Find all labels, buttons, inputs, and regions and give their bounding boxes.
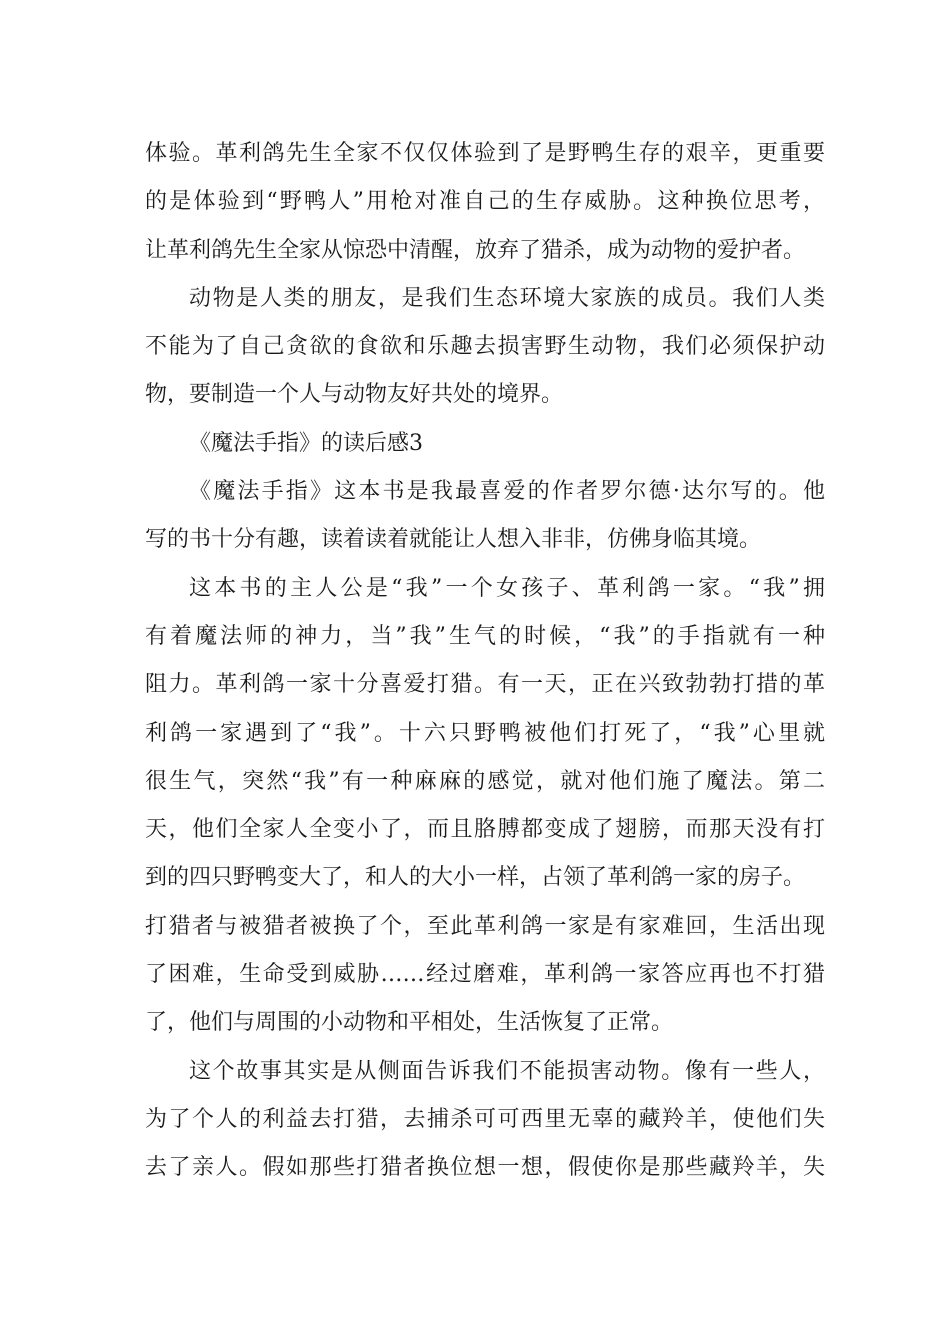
text-line: 写的书十分有趣，读着读着就能让人想入非非，仿佛身临其境。 <box>145 527 762 553</box>
text-line: 很生气，突然“我”有一种麻麻的感觉，就对他们施了魔法。第二 <box>145 768 825 794</box>
paragraph-first-line: 这本书的主人公是“我”一个女孩子、革利鸽一家。“我”拥 <box>189 575 825 601</box>
text-line: 天，他们全家人全变小了，而且胳膊都变成了翅膀，而那天没有打 <box>145 817 825 843</box>
text-line: 为了个人的利益去打猎，去捕杀可可西里无辜的藏羚羊，使他们失 <box>145 1106 825 1132</box>
text-line: 去了亲人。假如那些打猎者换位想一想，假使你是那些藏羚羊，失 <box>145 1155 825 1181</box>
body-text <box>145 130 825 1193</box>
text-line: 了，他们与周围的小动物和平相处，生活恢复了正常。 <box>145 1010 674 1036</box>
paragraph-first-line: 这个故事其实是从侧面告诉我们不能损害动物。像有一些人， <box>189 1058 825 1084</box>
text-line: 阻力。革利鸽一家十分喜爱打猎。有一天，正在兴致勃勃打措的革 <box>145 672 825 698</box>
text-line: 到的四只野鸭变大了，和人的大小一样，占领了革利鸽一家的房子。 <box>145 865 806 891</box>
text-line: 体验。革利鸽先生全家不仅仅体验到了是野鸭生存的艰辛，更重要 <box>145 141 825 166</box>
text-line: 的是体验到“野鸭人”用枪对准自己的生存威胁。这种换位思考， <box>145 189 825 215</box>
text-line: 利鸽一家遇到了“我”。十六只野鸭被他们打死了，“我”心里就 <box>145 720 825 746</box>
text-line: 物，要制造一个人与动物友好共处的境界。 <box>145 382 564 408</box>
section-heading: 《魔法手指》的读后感3 <box>189 430 423 456</box>
text-line: 有着魔法师的神力，当”我”生气的时候，“我”的手指就有一种 <box>145 623 825 649</box>
paragraph-first-line: 《魔法手指》这本书是我最喜爱的作者罗尔德·达尔写的。他 <box>189 479 825 505</box>
text-line: 打猎者与被猎者被换了个，至此革利鸽一家是有家难回，生活出现 <box>145 913 825 939</box>
text-line: 了困难，生命受到威胁……经过磨难，革利鸽一家答应再也不打猎 <box>145 962 825 988</box>
text-line: 不能为了自己贪欲的食欲和乐趣去损害野生动物，我们必须保护动 <box>145 334 825 360</box>
text-line: 让革利鸽先生全家从惊恐中清醒，放弃了猎杀，成为动物的爱护者。 <box>145 237 806 263</box>
paragraph-first-line: 动物是人类的朋友，是我们生态环境大家族的成员。我们人类 <box>189 285 825 311</box>
